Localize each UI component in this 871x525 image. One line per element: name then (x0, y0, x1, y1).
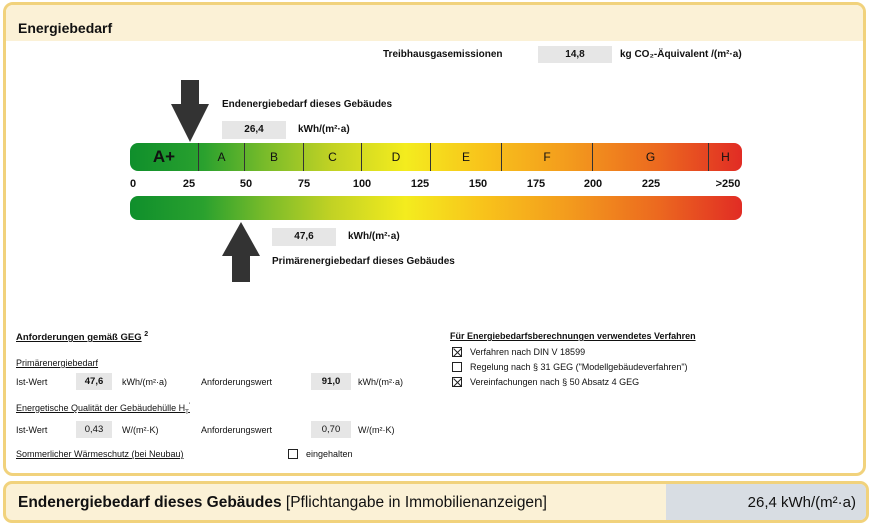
requirements-heading-text: Anforderungen gemäß GEG (16, 332, 142, 344)
footer-label-bold: Endenergiebedarf dieses Gebäudes (18, 494, 282, 511)
quality-heading (16, 403, 190, 416)
class-label-aplus: A+ (152, 147, 176, 166)
primaerenergie-label: Primärenergiebedarf dieses Gebäudes (272, 256, 455, 267)
endenergie-arrow-icon (171, 104, 209, 142)
method-checkbox-vereinfachung (452, 377, 462, 387)
class-label-h: H (721, 150, 730, 164)
method-label-din: Verfahren nach DIN V 18599 (470, 347, 586, 357)
scale-tick: 200 (583, 178, 603, 190)
method-checkbox-din (452, 347, 462, 357)
primaer-ist-label: Ist-Wert (16, 377, 48, 387)
summer-check-label: eingehalten (306, 449, 353, 459)
primaer-anf-value: 91,0 (311, 373, 351, 390)
emissions-value: 14,8 (538, 46, 612, 63)
endenergie-unit: kWh/(m²·a) (298, 124, 350, 135)
footer-label-note: [Pflichtangabe in Immobilienanzeigen] (285, 494, 547, 511)
endenergie-label: Endenergiebedarf dieses Gebäudes (222, 99, 393, 110)
efficiency-scale-lower (130, 196, 742, 220)
primaer-ist-unit: kWh/(m²·a) (122, 377, 167, 387)
primaerenergie-unit: kWh/(m²·a) (348, 231, 400, 242)
quality-ist-label: Ist-Wert (16, 425, 48, 435)
panel-header (6, 5, 863, 41)
page-title: Energiebedarf (18, 20, 113, 36)
quality-heading-sub: T (185, 409, 189, 416)
scale-tick: 175 (526, 178, 546, 190)
class-label-e: E (461, 150, 470, 164)
quality-heading-text: Energetische Qualität der Gebäudehülle H (16, 403, 186, 413)
endenergie-arrow-shaft (181, 80, 199, 104)
quality-anf-unit: W/(m²·K) (358, 425, 395, 435)
method-label-regelung: Regelung nach § 31 GEG ("Modellgebäudeverfahren") (470, 362, 688, 372)
quality-ist-unit: W/(m²·K) (122, 425, 159, 435)
footer-summary (3, 481, 869, 523)
method-label-vereinfachung: Vereinfachungen nach § 50 Absatz 4 GEG (470, 377, 640, 387)
requirements-footnote: 2 (144, 331, 149, 338)
efficiency-scale (130, 143, 742, 171)
primaer-anf-unit: kWh/(m²·a) (358, 377, 403, 387)
summer-label: Sommerlicher Wärmeschutz (bei Neubau) (16, 449, 184, 459)
class-label-b: B (269, 150, 278, 164)
scale-tick: 50 (239, 178, 253, 190)
class-label-g: G (645, 150, 656, 164)
class-label-d: D (391, 150, 401, 164)
emissions-unit: kg CO₂-Äquivalent /(m²·a) (620, 49, 742, 60)
scale-tick: 75 (297, 178, 311, 190)
method-checkbox-regelung (452, 362, 462, 372)
endenergie-value: 26,4 (222, 121, 286, 139)
quality-anf-value: 0,70 (311, 421, 351, 438)
scale-tick: 125 (410, 178, 430, 190)
scale-tick: 100 (352, 178, 372, 190)
footer-label (18, 494, 547, 512)
quality-heading-sup: ' (188, 403, 190, 409)
scale-tick: 25 (182, 178, 196, 190)
emissions-label: Treibhausgasemissionen (383, 49, 503, 60)
primaer-ist-value: 47,6 (76, 373, 112, 390)
primaer-anf-label: Anforderungswert (201, 377, 273, 387)
methods-heading: Für Energiebedarfsberechnungen verwendetes Verfahren (450, 331, 696, 341)
class-label-a: A (217, 150, 226, 164)
summer-checkbox (288, 449, 298, 459)
primaerenergie-value: 47,6 (272, 228, 336, 246)
primaerenergie-arrow-shaft (232, 256, 250, 282)
scale-tick: 0 (129, 178, 137, 190)
scale-tick: 225 (641, 178, 661, 190)
class-label-f: F (543, 150, 551, 164)
primaerenergie-arrow-icon (222, 222, 260, 256)
quality-anf-label: Anforderungswert (201, 425, 273, 435)
primaer-heading: Primärenergiebedarf (16, 358, 99, 368)
scale-tick: 150 (468, 178, 488, 190)
scale-tick: >250 (715, 178, 741, 190)
requirements-heading (16, 331, 148, 343)
class-label-c: C (328, 150, 337, 164)
quality-ist-value: 0,43 (76, 421, 112, 438)
footer-value: 26,4 kWh/(m²·a) (666, 484, 866, 520)
